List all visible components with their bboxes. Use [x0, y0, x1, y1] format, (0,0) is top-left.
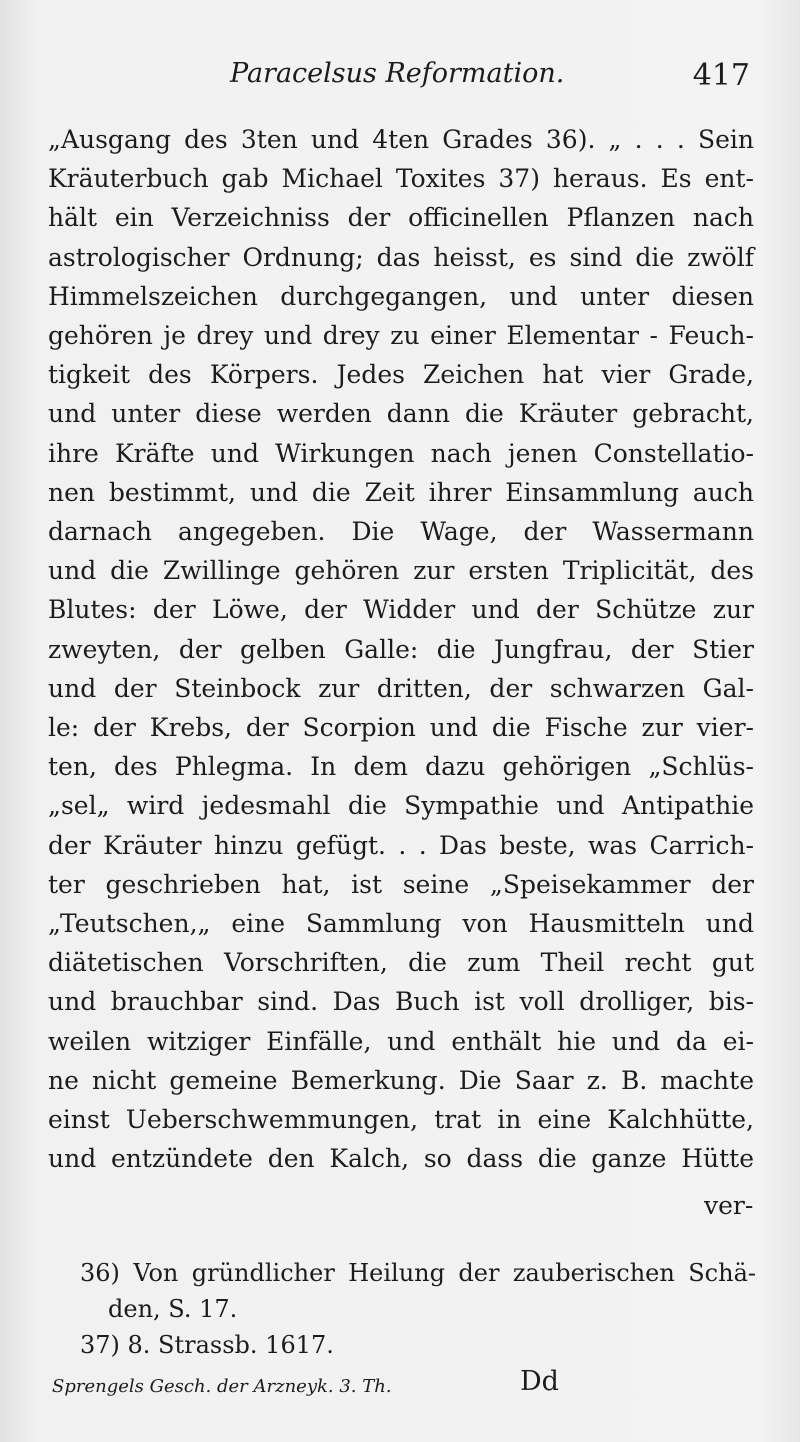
text-line: zweyten, der gelben Galle: die Jungfrau, der Stier — [48, 634, 754, 664]
footnote-36-line-1: 36) Von gründlicher Heilung der zauberischen Schä- — [80, 1259, 756, 1287]
text-line: darnach angegeben. Die Wage, der Wassermann — [48, 517, 754, 546]
text-line: und entzündete den Kalch, so dass die ganze Hütte — [48, 1144, 754, 1174]
text-line: und brauchbar sind. Das Buch ist voll drolliger, bis- — [48, 987, 754, 1017]
text-line: „Ausgang des 3ten und 4ten Grades 36). „ . . . Sein — [48, 125, 754, 154]
text-line: tigkeit des Körpers. Jedes Zeichen hat vier Grade, — [48, 360, 754, 390]
text-line: le: der Krebs, der Scorpion und die Fische zur vier- — [48, 713, 754, 742]
text-line: und unter diese werden dann die Kräuter gebracht, — [48, 399, 754, 429]
text-line: ihre Kräfte und Wirkungen nach jenen Constellatio- — [48, 438, 754, 468]
text-line: Blutes: der Löwe, der Widder und der Schütze zur — [48, 595, 754, 625]
text-line: und der Steinbock zur dritten, der schwarzen Gal- — [48, 673, 754, 703]
text-line: astrologischer Ordnung; das heisst, es sind die zwölf — [48, 242, 754, 272]
signature-mark: Dd — [520, 1366, 559, 1397]
running-title: Paracelsus Reformation. — [230, 58, 565, 89]
signature-note: Sprengels Gesch. der Arzneyk. 3. Th. — [52, 1376, 392, 1397]
text-line: „sel„ wird jedesmahl die Sympathie und Antipathie — [48, 791, 754, 821]
text-line: der Kräuter hinzu gefügt. . . Das beste, was Carrich- — [48, 830, 754, 860]
text-line: gehören je drey und drey zu einer Elementar - Feuch- — [48, 321, 754, 350]
text-line: Himmelszeichen durchgegangen, und unter diesen — [48, 281, 754, 311]
page-number: 417 — [692, 58, 750, 93]
text-line: ne nicht gemeine Bemerkung. Die Saar z. B. machte — [48, 1065, 754, 1095]
text-line: einst Ueberschwemmungen, trat in eine Kalchhütte, — [48, 1105, 754, 1134]
text-line: „Teutschen,„ eine Sammlung von Hausmitteln und — [48, 909, 754, 938]
footnote-37: 37) 8. Strassb. 1617. — [80, 1331, 334, 1359]
text-line: Kräuterbuch gab Michael Toxites 37) heraus. Es ent- — [48, 164, 754, 194]
text-line: diätetischen Vorschriften, die zum Theil recht gut — [48, 948, 754, 978]
footnote-36-line-2: den, S. 17. — [108, 1295, 238, 1323]
text-line: hält ein Verzeichniss der officinellen Pflanzen nach — [48, 203, 754, 233]
catchword: ver- — [704, 1191, 754, 1220]
running-header — [230, 58, 760, 98]
text-line: und die Zwillinge gehören zur ersten Triplicität, des — [48, 556, 754, 586]
text-line: ten, des Phlegma. In dem dazu gehörigen „Schlüs- — [48, 752, 754, 782]
text-line: weilen witziger Einfälle, und enthält hie und da ei- — [48, 1026, 754, 1056]
text-line: nen bestimmt, und die Zeit ihrer Einsammlung auch — [48, 477, 754, 507]
text-line: ter geschrieben hat, ist seine „Speisekammer der — [48, 869, 754, 899]
